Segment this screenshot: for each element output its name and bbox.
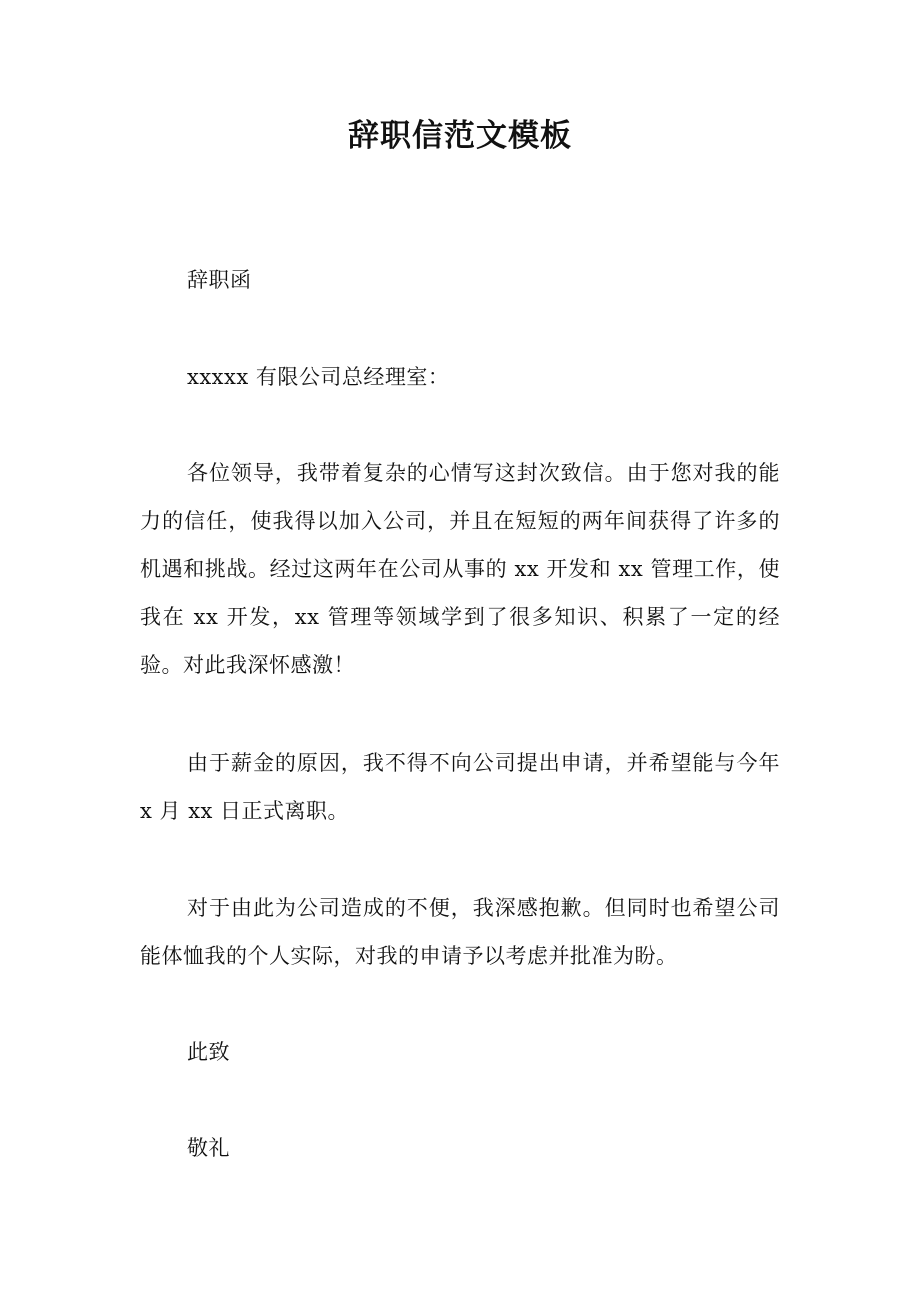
body-paragraph-2: 由于薪金的原因，我不得不向公司提出申请，并希望能与今年 x 月 xx 日正式离职。	[140, 751, 780, 823]
body-paragraph-1: 各位领导，我带着复杂的心情写这封次致信。由于您对我的能力的信任，使我得以加入公司，并且在短短的两年间获得了许多的机遇和挑战。经过这两年在公司从事的 xx 开发和 xx 管理工作，使我在 xx 开发，xx 管理等领域学到了很多知识、积累了一定的经验。对此我深怀感激！	[140, 461, 780, 677]
letter-heading: 辞职函	[187, 268, 252, 292]
closing-line-1: 此致	[187, 1040, 230, 1064]
letter-addressee: xxxxx 有限公司总经理室：	[187, 365, 450, 389]
body-paragraph-3: 对于由此为公司造成的不便，我深感抱歉。但同时也希望公司能体恤我的个人实际，对我的申请予以考虑并批准为盼。	[140, 896, 780, 968]
document-title: 辞职信范文模板	[348, 118, 572, 154]
closing-line-2: 敬礼	[187, 1136, 230, 1160]
